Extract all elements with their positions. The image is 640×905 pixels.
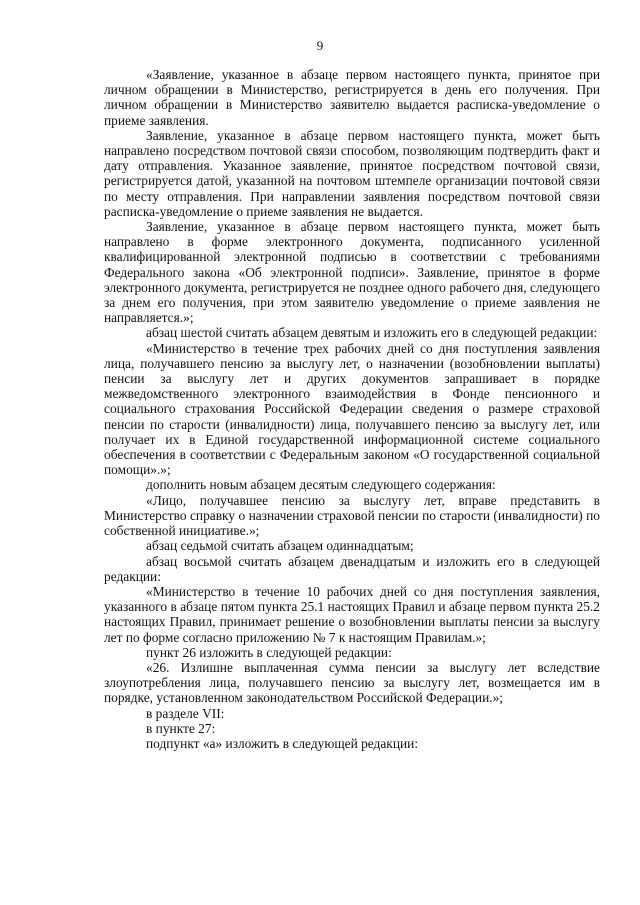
paragraph-5: «Министерство в течение трех рабочих дней со дня поступления заявления лица, получавшего пенсию за выслугу лет, о назначении (возобновлении выплаты) пенсии за выслугу лет и других документов запрашивает в порядке межведомственного электронного взаимодействия в Фонде пенсионного и социального страхования Российской Федерации сведения о размере страховой пенсии по старости (инвалидности) лица, получавшего пенсию за выслугу лет, или получает их в Единой государственной информационной системе социального обеспечения в соответствии с Федеральным законом «О государственной социальной помощи».»; <box>104 340 600 478</box>
paragraph-11: пункт 26 изложить в следующей редакции: <box>146 644 392 660</box>
document-body <box>104 67 600 751</box>
paragraph-2: Заявление, указанное в абзаце первом настоящего пункта, может быть направлено посредством почтовой связи способом, позволяющим подтвердить факт и дату отправления. Указанное заявление, принятое посредством почтовой связи, регистрируется датой, указанной на почтовом штемпеле организации почтовой связи по месту отправления. При направлении заявления посредством почтовой связи расписка-уведомление о приеме заявления не выдается. <box>104 127 600 219</box>
paragraph-8: абзац седьмой считать абзацем одиннадцатым; <box>146 538 414 554</box>
paragraph-3: Заявление, указанное в абзаце первом настоящего пункта, может быть направлено в форме электронного документа, подписанного усиленной квалифицированной электронной подписью в соответствии с требованиями Федерального закона «Об электронной подписи». Заявление, принятое в форме электронного документа, регистрируется не позднее одного рабочего дня, следующего за днем его получения, при этом заявителю уведомление о приеме заявления не направляется.»; <box>104 219 600 326</box>
paragraph-9: абзац восьмой считать абзацем двенадцатым и изложить его в следующей редакции: <box>104 553 600 584</box>
paragraph-13: в разделе VII: <box>146 705 225 721</box>
paragraph-7: «Лицо, получавшее пенсию за выслугу лет, вправе представить в Министерство справку о назначении страховой пенсии по старости (инвалидности) по собственной инициативе.»; <box>104 492 600 539</box>
paragraph-1: «Заявление, указанное в абзаце первом настоящего пункта, принятое при личном обращении в Министерство, регистрируется в день его получения. При личном обращении в Министерство заявителю выдается расписка-уведомление о приеме заявления. <box>104 67 600 128</box>
paragraph-6: дополнить новым абзацем десятым следующего содержания: <box>146 477 496 493</box>
paragraph-10: «Министерство в течение 10 рабочих дней со дня поступления заявления, указанного в абзаце пятом пункта 25.1 настоящих Правил и абзаце первом пункта 25.2 настоящих Правил, принимает решение о возобновлении выплаты пенсии за выслугу лет по форме согласно приложению № 7 к настоящим Правилам.»; <box>104 583 600 645</box>
paragraph-15: подпункт «а» изложить в следующей редакции: <box>146 735 419 751</box>
page-number: 9 <box>316 38 324 53</box>
paragraph-14: в пункте 27: <box>146 720 216 736</box>
paragraph-4: абзац шестой считать абзацем девятым и изложить его в следующей редакции: <box>146 325 598 341</box>
paragraph-12: «26. Излишне выплаченная сумма пенсии за выслугу лет вследствие злоупотребления лица, получавшего пенсию за выслугу лет, возмещается им в порядке, установленном законодательством Российской Федерации.»; <box>104 659 600 706</box>
